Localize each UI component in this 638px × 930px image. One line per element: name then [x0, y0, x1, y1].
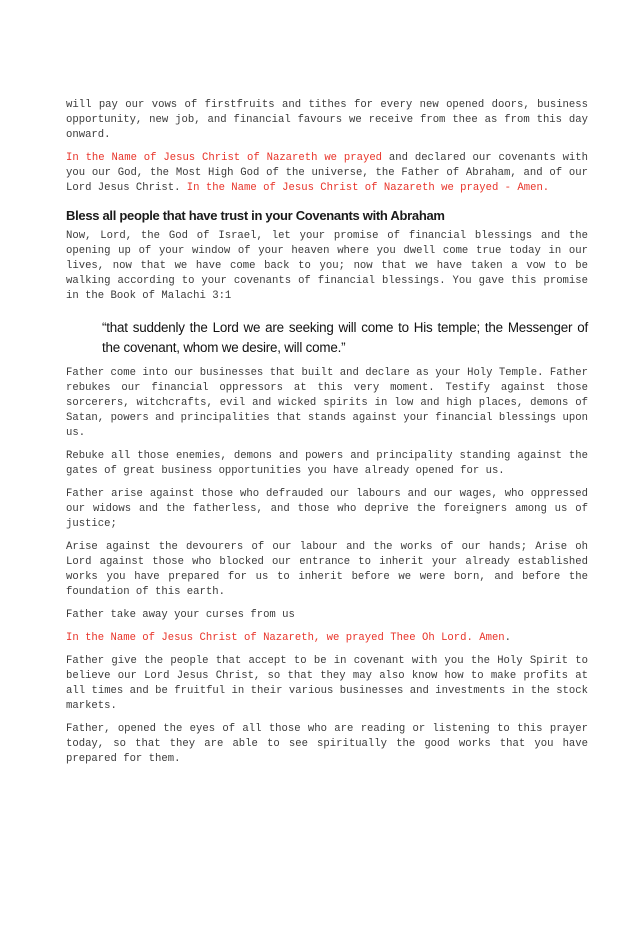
amen-red: In the Name of Jesus Christ of Nazareth, we prayed Thee Oh Lord. Amen: [66, 632, 505, 644]
paragraph-devourers: Arise against the devourers of our labour and the works of our hands; Arise oh Lord against those who blocked our entrance to inherit your already established works you have prepared for us to inherit before we were born, and before the foundation of this earth.: [66, 541, 588, 598]
section-heading: Bless all people that have trust in your Covenants with Abraham: [66, 208, 445, 223]
paragraph-amen: [66, 631, 588, 646]
paragraph-curses: Father take away your curses from us: [66, 609, 295, 621]
covenant-text: and declared our covenants with you our God, the Most High God of the universe, the Father of Abraham, and of our Lord Jesus Christ.: [66, 152, 588, 194]
scripture-quote: “that suddenly the Lord we are seeking will come to His temple; the Messenger of the covenant, whom we desire, will come.”: [102, 320, 588, 355]
paragraph-covenant-prayer: [66, 151, 588, 196]
paragraph-promise: Now, Lord, the God of Israel, let your promise of financial blessings and the opening up of your window of your heaven where you dwell come true today in our lives, now that we have come back to you; now that we have taken a vow to be walking according to your covenants of financial blessings. You gave this promise in the Book of Malachi 3:1: [66, 230, 588, 302]
paragraph-holy-spirit: Father give the people that accept to be in covenant with you the Holy Spirit to believe our Lord Jesus Christ, so that they may also know how to make profits at all times and be fruitful in their various businesses and investments in the stock markets.: [66, 655, 588, 712]
prayer-closing-red: In the Name of Jesus Christ of Nazareth we prayed: [66, 152, 383, 164]
amen-period: .: [504, 632, 512, 644]
prayer-amen-red: In the Name of Jesus Christ of Nazareth we prayed - Amen.: [186, 182, 550, 194]
paragraph-arise: Father arise against those who defrauded our labours and our wages, who oppressed our widows and the fatherless, and those who deprive the foreigners among us of justice;: [66, 488, 588, 530]
paragraph-holy-temple: Father come into our businesses that built and declare as your Holy Temple. Father rebukes our financial oppressors at this very moment. Testify against those sorcerers, witchcrafts, evil and wicked spirits in low and high places, demons of Satan, powers and principalities that stands against your financial blessings upon us.: [66, 367, 588, 439]
paragraph-opened-eyes: Father, opened the eyes of all those who are reading or listening to this prayer today, so that they are able to see spiritually the good works that you have prepared for them.: [66, 723, 588, 765]
page-content: [66, 98, 588, 775]
paragraph-vows: will pay our vows of firstfruits and tithes for every new opened doors, business opportunity, new job, and financial favours we receive from thee as from this day onward.: [66, 99, 588, 141]
paragraph-rebuke: Rebuke all those enemies, demons and powers and principality standing against the gates of great business opportunities you have already opened for us.: [66, 450, 588, 477]
